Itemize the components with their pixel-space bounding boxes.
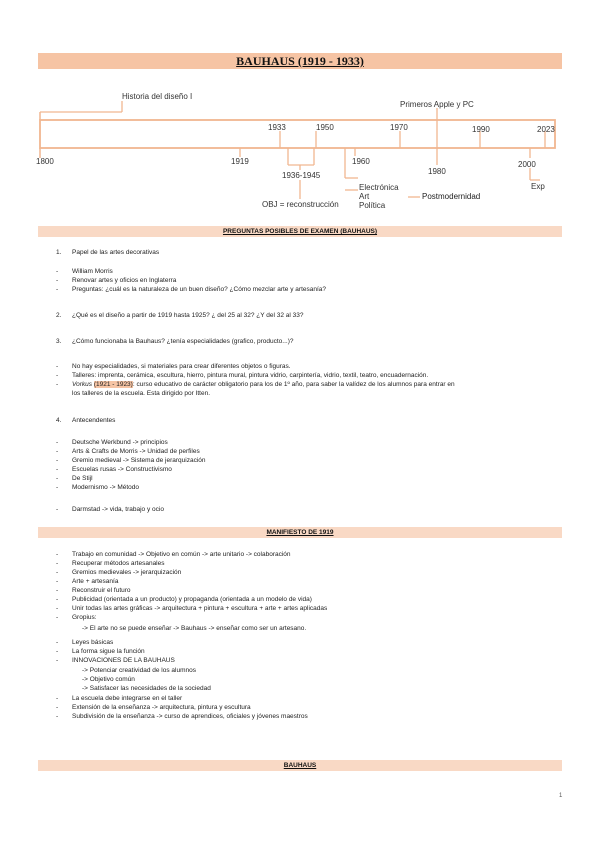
timeline-year-2000: 2000 [518, 160, 536, 169]
timeline-year-1990: 1990 [472, 125, 490, 134]
timeline-year-1950: 1950 [316, 123, 334, 132]
timeline-diagram [0, 0, 600, 230]
timeline-year-1970: 1970 [390, 123, 408, 132]
timeline-label-postmodernidad: Postmodernidad [422, 192, 481, 201]
timeline-year-2023: 2023 [537, 125, 555, 134]
vorkus-term: Vorkus [72, 381, 92, 388]
timeline-label-politica: Política [359, 201, 386, 210]
timeline-label-art: Art [359, 192, 370, 201]
vorkus-years: (1921 - 1923) [93, 381, 133, 388]
page-title: BAUHAUS (1919 - 1933) [38, 53, 562, 69]
timeline-label-electronica: Electrónica [359, 183, 399, 192]
timeline-year-1800: 1800 [36, 157, 54, 166]
timeline-year-1980: 1980 [428, 167, 446, 176]
timeline-year-1960: 1960 [352, 157, 370, 166]
question-number: 1. [56, 249, 62, 256]
timeline-year-1933: 1933 [268, 123, 286, 132]
timeline-label-historia: Historia del diseño I [122, 92, 193, 101]
section-header-bauhaus: BAUHAUS [38, 760, 562, 771]
timeline-range-1936-1945: 1936-1945 [282, 171, 321, 180]
timeline-label-exp: Exp [531, 182, 545, 191]
section-header-manifiesto: MANIFIESTO DE 1919 [38, 527, 562, 538]
timeline-year-1919: 1919 [231, 157, 249, 166]
timeline-label-primeros: Primeros Apple y PC [400, 100, 474, 109]
section-header-preguntas: PREGUNTAS POSIBLES DE EXAMEN (BAUHAUS) [38, 226, 562, 237]
question-text: Papel de las artes decorativas [72, 249, 160, 256]
page-number: 1 [559, 793, 563, 799]
timeline-label-obj: OBJ = reconstrucción [262, 200, 339, 209]
